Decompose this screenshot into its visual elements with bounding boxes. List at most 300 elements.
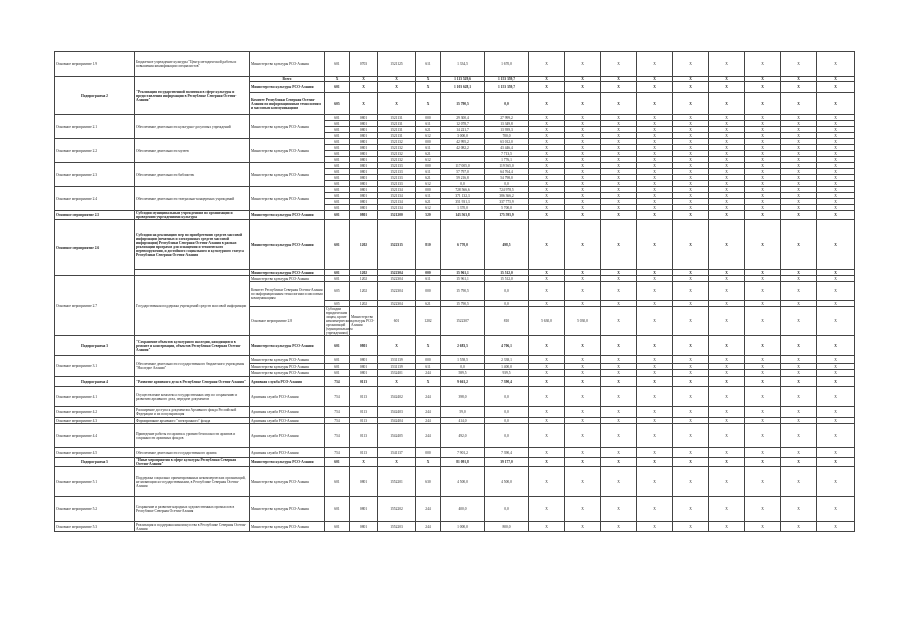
table-cell: Министерство культуры РСО-Алания bbox=[250, 52, 325, 77]
table-cell: 244 bbox=[416, 387, 441, 407]
table-cell: X bbox=[745, 448, 781, 458]
table-cell: 0801 bbox=[350, 205, 378, 211]
table-cell: X bbox=[637, 151, 673, 157]
table-cell: X bbox=[601, 282, 637, 301]
table-cell: Основное мероприятие 1.9 bbox=[55, 52, 135, 77]
table-cell: 1522304 bbox=[378, 276, 416, 282]
table-cell: X bbox=[745, 497, 781, 522]
table-cell: X bbox=[817, 364, 855, 370]
table-cell: Министерство культуры РСО-Алания bbox=[250, 163, 325, 187]
table-cell: X bbox=[637, 418, 673, 424]
table-cell: X bbox=[637, 336, 673, 356]
table-row bbox=[55, 458, 855, 467]
table-cell: X bbox=[673, 522, 709, 532]
table-cell: X bbox=[781, 307, 817, 336]
table-cell: Поддержка социально ориентированных некоммерческих организаций, не являющихся государственными, в Республике Северная Осетия-Алания bbox=[135, 467, 250, 497]
table-cell: X bbox=[745, 187, 781, 193]
table-cell: X bbox=[601, 82, 637, 93]
table-cell: X bbox=[781, 82, 817, 93]
table-cell: X bbox=[565, 301, 601, 307]
table-cell: X bbox=[565, 52, 601, 77]
table-cell: Основное мероприятие 2.6 bbox=[55, 220, 135, 276]
table-cell: X bbox=[325, 77, 350, 82]
table-cell: X bbox=[637, 133, 673, 139]
table-cell: Архивная служба РСО-Алания bbox=[250, 448, 325, 458]
table-cell: 611 bbox=[416, 169, 441, 175]
table-cell: X bbox=[781, 387, 817, 407]
table-cell: 0801 bbox=[350, 145, 378, 151]
table-cell: X bbox=[529, 175, 565, 181]
table-cell: 0801 bbox=[350, 193, 378, 199]
table-cell: 000 bbox=[416, 115, 441, 121]
table-cell: X bbox=[709, 139, 745, 145]
table-cell: 0113 bbox=[350, 448, 378, 458]
table-cell: Министерство культуры РСО-Алания bbox=[250, 220, 325, 270]
table-cell: X bbox=[637, 181, 673, 187]
table-cell: X bbox=[601, 301, 637, 307]
table-cell: 1202 bbox=[350, 282, 378, 301]
table-cell: X bbox=[673, 387, 709, 407]
table-cell: X bbox=[637, 145, 673, 151]
table-cell: 605 bbox=[325, 301, 350, 307]
table-cell: X bbox=[637, 497, 673, 522]
table-cell: X bbox=[817, 467, 855, 497]
table-cell: X bbox=[709, 187, 745, 193]
table-cell: 0801 bbox=[350, 133, 378, 139]
table-cell: X bbox=[529, 133, 565, 139]
table-cell: X bbox=[637, 387, 673, 407]
table-cell: X bbox=[529, 205, 565, 211]
table-cell: 601 bbox=[325, 163, 350, 169]
table-cell: X bbox=[601, 193, 637, 199]
table-cell: Обеспечение деятельности театрально-концертных учреждений bbox=[135, 187, 250, 211]
table-cell: X bbox=[601, 127, 637, 133]
table-cell: X bbox=[673, 127, 709, 133]
table-cell: 1521132 bbox=[378, 145, 416, 151]
table-cell: 1 113 529,6 bbox=[441, 77, 485, 82]
table-cell: Архивная служба РСО-Алания bbox=[250, 407, 325, 418]
table-cell: 0,0 bbox=[441, 181, 485, 187]
table-cell: 0113 bbox=[350, 418, 378, 424]
table-cell: 601 bbox=[325, 497, 350, 522]
table-cell: 0801 bbox=[350, 157, 378, 163]
table-cell: 601 bbox=[325, 52, 350, 77]
table-cell: X bbox=[529, 187, 565, 193]
table-cell: X bbox=[781, 127, 817, 133]
table-cell: X bbox=[817, 387, 855, 407]
table-cell: X bbox=[529, 193, 565, 199]
table-cell: X bbox=[529, 282, 565, 301]
table-cell: X bbox=[529, 139, 565, 145]
table-cell: 1522315 bbox=[378, 220, 416, 270]
table-cell: X bbox=[817, 497, 855, 522]
table-cell: X bbox=[709, 448, 745, 458]
table-cell: 1542402 bbox=[378, 387, 416, 407]
table-cell: X bbox=[673, 193, 709, 199]
table-cell: X bbox=[637, 169, 673, 175]
table-cell: X bbox=[745, 77, 781, 82]
table-cell: X bbox=[745, 169, 781, 175]
table-cell: 601 bbox=[325, 336, 350, 356]
table-cell: X bbox=[709, 77, 745, 82]
table-cell: Реализация и поддержка киноискусства в Республике Северная Осетия-Алания bbox=[135, 522, 250, 532]
table-cell: X bbox=[637, 301, 673, 307]
table-cell: 13 939,3 bbox=[485, 127, 529, 133]
table-cell: X bbox=[565, 270, 601, 276]
table-cell: X bbox=[637, 356, 673, 364]
table-cell: X bbox=[781, 181, 817, 187]
table-cell: X bbox=[781, 407, 817, 418]
table-cell: X bbox=[673, 139, 709, 145]
table-cell: X bbox=[601, 121, 637, 127]
table-cell: X bbox=[601, 276, 637, 282]
table-cell: X bbox=[817, 187, 855, 193]
table-cell: 1521134 bbox=[378, 193, 416, 199]
table-row bbox=[55, 424, 855, 448]
table-cell: X bbox=[709, 199, 745, 205]
table-cell: Государственная поддержка учреждений средств массовой информации bbox=[135, 276, 250, 336]
table-cell: 0801 bbox=[350, 127, 378, 133]
table-cell: X bbox=[745, 301, 781, 307]
table-cell: X bbox=[565, 276, 601, 282]
table-cell: 42 995,2 bbox=[441, 139, 485, 145]
table-cell: X bbox=[781, 93, 817, 115]
table-cell: 1521133 bbox=[378, 175, 416, 181]
table-cell: X bbox=[709, 282, 745, 301]
table-cell: 0,0 bbox=[485, 301, 529, 307]
table-cell: X bbox=[637, 193, 673, 199]
table-cell: X bbox=[709, 133, 745, 139]
table-cell: 57 797,0 bbox=[441, 169, 485, 175]
table-cell: X bbox=[817, 336, 855, 356]
table-cell: X bbox=[745, 418, 781, 424]
table-cell: 000 bbox=[416, 356, 441, 364]
table-cell: X bbox=[529, 115, 565, 121]
table-cell: X bbox=[601, 163, 637, 169]
table-cell: X bbox=[673, 181, 709, 187]
table-cell: Подпрограмма 2 bbox=[55, 77, 135, 115]
table-cell: Обеспечение деятельности культурно-досуговых учреждений bbox=[135, 115, 250, 139]
table-cell: X bbox=[637, 364, 673, 370]
table-cell: 15 961,1 bbox=[441, 270, 485, 276]
table-cell: Министерство культуры РСО-Алания bbox=[250, 82, 325, 93]
table-cell: X bbox=[601, 364, 637, 370]
table-cell: 0801 bbox=[350, 187, 378, 193]
table-cell: 601 bbox=[325, 458, 350, 467]
table-row bbox=[55, 52, 855, 77]
table-cell: X bbox=[709, 270, 745, 276]
table-cell: X bbox=[745, 276, 781, 282]
table-cell: X bbox=[601, 151, 637, 157]
table-cell: 605 bbox=[325, 282, 350, 301]
table-cell: 612 bbox=[416, 205, 441, 211]
table-cell: Министерство культуры РСО-Алания bbox=[250, 497, 325, 522]
table-cell: 611 bbox=[416, 276, 441, 282]
table-cell: X bbox=[817, 220, 855, 270]
table-cell: X bbox=[817, 424, 855, 448]
table-cell: 143 563,8 bbox=[441, 211, 485, 220]
table-cell: 0,0 bbox=[485, 418, 529, 424]
table-cell: 0,0 bbox=[485, 407, 529, 418]
table-cell: 754 bbox=[325, 418, 350, 424]
table-cell: Субсидии юридическим лицам, кроме некоммерческих организаций (муниципальным учреждениям) bbox=[326, 307, 353, 335]
table-cell: X bbox=[673, 169, 709, 175]
table-cell: 611 bbox=[416, 145, 441, 151]
table-cell: X bbox=[709, 424, 745, 448]
table-cell: 0801 bbox=[350, 163, 378, 169]
table-cell: 29 300,4 bbox=[441, 115, 485, 121]
table-cell: 700,0 bbox=[485, 133, 529, 139]
table-cell: X bbox=[781, 448, 817, 458]
table-cell: X bbox=[565, 169, 601, 175]
table-cell: 0,0 bbox=[485, 387, 529, 407]
table-cell: 492,0 bbox=[441, 424, 485, 448]
table-cell: 0,0 bbox=[485, 497, 529, 522]
table-cell: X bbox=[637, 52, 673, 77]
table-cell: Основное мероприятие 2.7 bbox=[55, 276, 135, 336]
table-cell: X bbox=[817, 522, 855, 532]
table-cell: 1521131 bbox=[378, 121, 416, 127]
table-cell: 630 bbox=[416, 467, 441, 497]
table-cell: 1521133 bbox=[378, 169, 416, 175]
table-cell: X bbox=[745, 356, 781, 364]
table-cell: 1532401 bbox=[378, 370, 416, 377]
table-cell: X bbox=[673, 175, 709, 181]
table-cell: 724 978,5 bbox=[485, 187, 529, 193]
table-cell: X bbox=[565, 424, 601, 448]
table-cell: X bbox=[673, 448, 709, 458]
table-cell: 0113 bbox=[350, 424, 378, 448]
table-cell: X bbox=[709, 370, 745, 377]
table-cell: X bbox=[673, 458, 709, 467]
table-cell: X bbox=[781, 220, 817, 270]
table-cell: Архивная служба РСО-Алания bbox=[250, 387, 325, 407]
table-cell: 1 370,0 bbox=[441, 205, 485, 211]
table-cell: Министерство культуры РСО-Алания bbox=[250, 187, 325, 211]
table-cell: X bbox=[565, 497, 601, 522]
table-cell: Основное мероприятие 4.4 bbox=[55, 424, 135, 448]
table-cell: 4 500,0 bbox=[485, 467, 529, 497]
table-cell: X bbox=[709, 307, 745, 336]
table-cell: 14 221,7 bbox=[441, 127, 485, 133]
table-cell: X bbox=[673, 301, 709, 307]
table-cell: X bbox=[529, 301, 565, 307]
table-cell: 601 bbox=[325, 145, 350, 151]
table-cell: 1 776,1 bbox=[485, 157, 529, 163]
table-cell: Основное мероприятие 4.1 bbox=[55, 387, 135, 407]
table-cell: Основное мероприятие 5.2 bbox=[55, 497, 135, 522]
table-cell: X bbox=[565, 115, 601, 121]
table-cell: X bbox=[378, 77, 416, 82]
table-cell: 601 bbox=[325, 82, 350, 93]
table-cell: 601 bbox=[325, 169, 350, 175]
table-cell: 1 153 359,7 bbox=[485, 77, 529, 82]
table-cell: X bbox=[529, 82, 565, 93]
table-cell: 000 bbox=[416, 187, 441, 193]
table-cell: 1202 bbox=[416, 307, 441, 336]
table-cell: X bbox=[565, 448, 601, 458]
table-cell: X bbox=[781, 424, 817, 448]
table-cell: 621 bbox=[416, 175, 441, 181]
table-cell: 1521131 bbox=[378, 115, 416, 121]
table-cell: X bbox=[709, 169, 745, 175]
table-cell: Министерство культуры РСО-Алания bbox=[350, 307, 378, 336]
table-cell: X bbox=[565, 127, 601, 133]
table-cell: Министерство культуры РСО-Алания bbox=[250, 370, 325, 377]
table-cell: Министерство культуры РСО-Алания bbox=[250, 270, 325, 276]
table-cell: X bbox=[565, 157, 601, 163]
table-cell: X bbox=[416, 458, 441, 467]
table-cell: X bbox=[565, 407, 601, 418]
table-cell: X bbox=[601, 307, 637, 336]
table-cell: X bbox=[709, 336, 745, 356]
table-cell: X bbox=[673, 211, 709, 220]
table-cell: 601 bbox=[325, 151, 350, 157]
table-cell: 15 790,5 bbox=[441, 301, 485, 307]
table-cell: X bbox=[637, 270, 673, 276]
table-cell: X bbox=[565, 282, 601, 301]
table-cell: Министерство культуры РСО-Алания bbox=[250, 276, 325, 282]
table-cell: 1 400,0 bbox=[485, 364, 529, 370]
table-cell: 621 bbox=[416, 127, 441, 133]
table-cell: X bbox=[529, 356, 565, 364]
table-cell: X bbox=[637, 211, 673, 220]
table-cell: 1 153 359,7 bbox=[485, 82, 529, 93]
table-cell: 611 bbox=[416, 193, 441, 199]
table-cell: X bbox=[745, 82, 781, 93]
table-cell: X bbox=[637, 407, 673, 418]
table-cell: 601 bbox=[325, 276, 350, 282]
table-cell: X bbox=[673, 497, 709, 522]
table-cell: 1522304 bbox=[378, 301, 416, 307]
table-cell: X bbox=[709, 145, 745, 151]
table-cell: 0801 bbox=[350, 370, 378, 377]
table-row bbox=[55, 211, 855, 220]
table-cell: X bbox=[637, 93, 673, 115]
table-cell: Основное мероприятие 2.1 bbox=[55, 115, 135, 139]
table-cell: Министерство культуры РСО-Алания bbox=[250, 356, 325, 364]
table-cell: X bbox=[601, 52, 637, 77]
table-cell: X bbox=[745, 93, 781, 115]
document-page bbox=[54, 51, 850, 532]
table-cell: 498,5 bbox=[485, 220, 529, 270]
table-cell: X bbox=[565, 93, 601, 115]
table-cell: X bbox=[817, 407, 855, 418]
table-cell: X bbox=[601, 199, 637, 205]
table-cell: X bbox=[601, 157, 637, 163]
table-cell: X bbox=[745, 193, 781, 199]
table-cell: 1531139 bbox=[378, 364, 416, 370]
table-cell: 175 595,9 bbox=[485, 211, 529, 220]
table-cell: X bbox=[673, 407, 709, 418]
table-cell: 244 bbox=[416, 497, 441, 522]
table-cell: X bbox=[529, 211, 565, 220]
table-cell: X bbox=[709, 163, 745, 169]
table-cell: X bbox=[601, 377, 637, 387]
table-cell: X bbox=[637, 163, 673, 169]
table-cell: X bbox=[817, 145, 855, 151]
table-cell: X bbox=[637, 77, 673, 82]
table-row bbox=[55, 356, 855, 364]
table-cell: 371 132,3 bbox=[441, 193, 485, 199]
table-cell: 13 349,8 bbox=[485, 121, 529, 127]
table-cell: X bbox=[781, 364, 817, 370]
table-cell: X bbox=[817, 276, 855, 282]
table-cell: X bbox=[673, 115, 709, 121]
table-cell: 601 bbox=[325, 139, 350, 145]
table-cell: X bbox=[817, 193, 855, 199]
table-cell: 1552202 bbox=[378, 497, 416, 522]
table-cell: X bbox=[565, 193, 601, 199]
table-cell: X bbox=[781, 205, 817, 211]
table-cell: X bbox=[745, 270, 781, 276]
table-cell: X bbox=[781, 356, 817, 364]
table-cell: 12 078,7 bbox=[441, 121, 485, 127]
table-cell: X bbox=[378, 458, 416, 467]
table-cell: X bbox=[709, 364, 745, 370]
table-cell: 0801 bbox=[350, 522, 378, 532]
table-cell: 1522304 bbox=[378, 282, 416, 301]
table-cell: 0801 bbox=[350, 336, 378, 356]
table-cell: 601 bbox=[325, 133, 350, 139]
table-cell: 1202 bbox=[350, 270, 378, 276]
table-cell: 43 446,4 bbox=[485, 145, 529, 151]
table-cell: Субсидии муниципальным учреждениям по организации и проведению учреждениями культуры bbox=[135, 211, 250, 220]
table-cell: 7 713,5 bbox=[485, 151, 529, 157]
table-cell: 601 bbox=[325, 211, 350, 220]
table-cell: X bbox=[601, 145, 637, 151]
table-cell: 601 bbox=[325, 175, 350, 181]
table-cell: X bbox=[817, 169, 855, 175]
table-row bbox=[55, 407, 855, 418]
table-cell: Министерство культуры РСО-Алания bbox=[250, 467, 325, 497]
table-cell: X bbox=[745, 181, 781, 187]
table-cell: X bbox=[745, 458, 781, 467]
table-cell: X bbox=[673, 52, 709, 77]
table-cell: X bbox=[350, 82, 378, 93]
table-cell: X bbox=[637, 127, 673, 133]
table-cell: 000 bbox=[416, 139, 441, 145]
table-cell: X bbox=[529, 370, 565, 377]
table-cell: 810 bbox=[416, 220, 441, 270]
table-cell: X bbox=[709, 387, 745, 407]
table-cell: 59,0 bbox=[441, 407, 485, 418]
table-cell: 754 bbox=[325, 377, 350, 387]
table-cell: 520 bbox=[416, 211, 441, 220]
table-cell: Комитет Республики Северная Осетия-Алания по информационным технологиям и массовым коммуникациям bbox=[250, 282, 325, 307]
table-cell: X bbox=[637, 121, 673, 127]
table-cell: Обеспечение деятельности музеев bbox=[135, 139, 250, 163]
table-row bbox=[55, 377, 855, 387]
table-cell: X bbox=[529, 418, 565, 424]
table-cell: X bbox=[565, 220, 601, 270]
table-cell: X bbox=[565, 139, 601, 145]
table-cell: 0,0 bbox=[441, 364, 485, 370]
table-cell: Комитет Республики Северная Осетия-Алания по информационным технологиям и массовым коммуникациям bbox=[250, 93, 325, 115]
table-cell: Министерство культуры РСО-Алания bbox=[250, 139, 325, 163]
table-cell: X bbox=[709, 377, 745, 387]
table-cell: X bbox=[745, 467, 781, 497]
table-cell: X bbox=[565, 121, 601, 127]
table-cell: Основное мероприятие 5.3 bbox=[55, 522, 135, 532]
table-cell: X bbox=[709, 418, 745, 424]
table-cell: 1521133 bbox=[378, 181, 416, 187]
table-cell: X bbox=[817, 151, 855, 157]
table-cell: 601 bbox=[325, 199, 350, 205]
table-cell: X bbox=[709, 467, 745, 497]
table-cell: 601 bbox=[325, 370, 350, 377]
table-cell: X bbox=[637, 370, 673, 377]
